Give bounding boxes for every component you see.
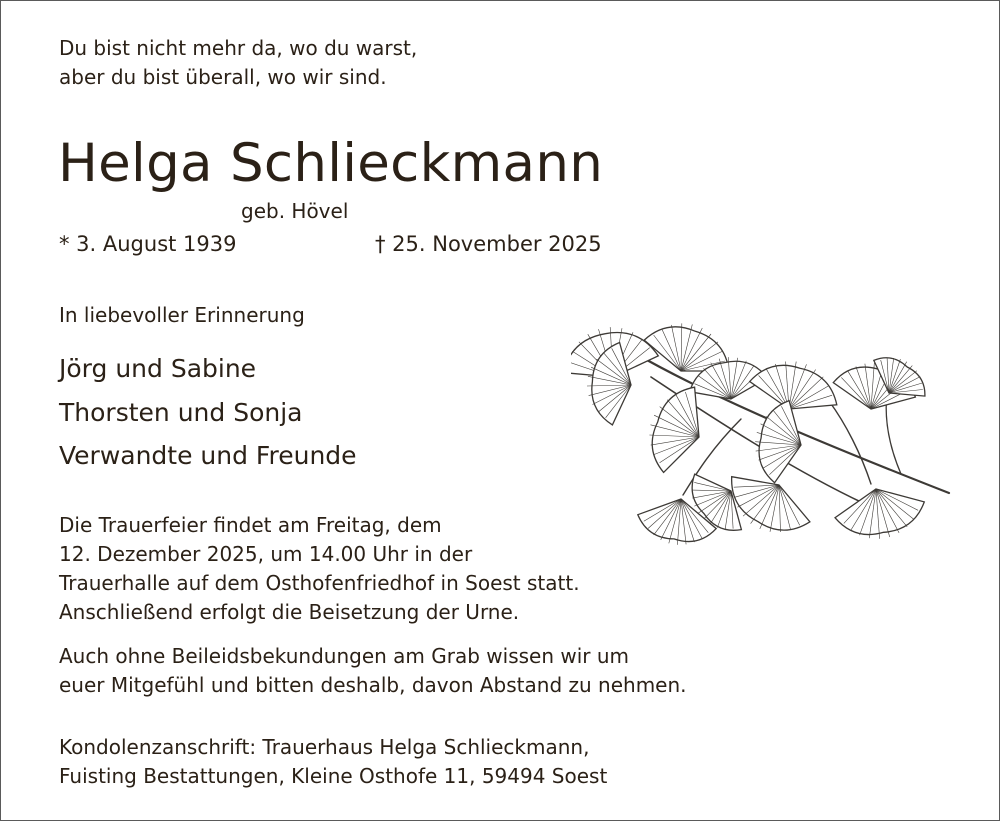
mourner-item: Thorsten und Sonja [59,397,303,427]
funeral-service-info [59,511,580,627]
ginkgo-leaf-icon [732,477,810,532]
condolence-address [59,733,607,791]
address-line: Fuisting Bestattungen, Kleine Osthofe 11, 59494 Soest [59,764,608,788]
ginkgo-leaf-icon [750,362,837,410]
birth-name: geb. Hövel [241,199,349,223]
condolence-note [59,642,687,700]
service-line: Anschließend erfolgt die Beisetzung der Urne. [59,600,520,624]
service-line: Die Trauerfeier findet am Freitag, dem [59,513,442,537]
motto-line: aber du bist überall, wo wir sind. [59,65,387,89]
ginkgo-branch-icon [571,299,955,559]
address-line: Kondolenzanschrift: Trauerhaus Helga Schlieckmann, [59,735,590,759]
birth-date: * 3. August 1939 [59,232,237,256]
mourners-list [59,347,357,478]
motto [59,34,417,92]
note-line: Auch ohne Beileidsbekundungen am Grab wissen wir um [59,644,630,668]
note-line: euer Mitgefühl und bitten deshalb, davon Abstand zu nehmen. [59,673,687,697]
death-date: † 25. November 2025 [375,232,602,256]
deceased-name: Helga Schlieckmann [58,133,604,194]
memory-intro: In liebevoller Erinnerung [59,303,305,327]
mourner-item: Verwandte und Freunde [59,441,357,470]
ginkgo-leaf-icon [649,387,699,472]
service-line: Trauerhalle auf dem Osthofenfriedhof in Soest statt. [59,571,580,595]
service-line: 12. Dezember 2025, um 14.00 Uhr in der [59,542,473,566]
mourner-item: Jörg und Sabine [59,354,257,383]
motto-line: Du bist nicht mehr da, wo du warst, [59,36,418,60]
ginkgo-leaf-icon [755,401,801,483]
